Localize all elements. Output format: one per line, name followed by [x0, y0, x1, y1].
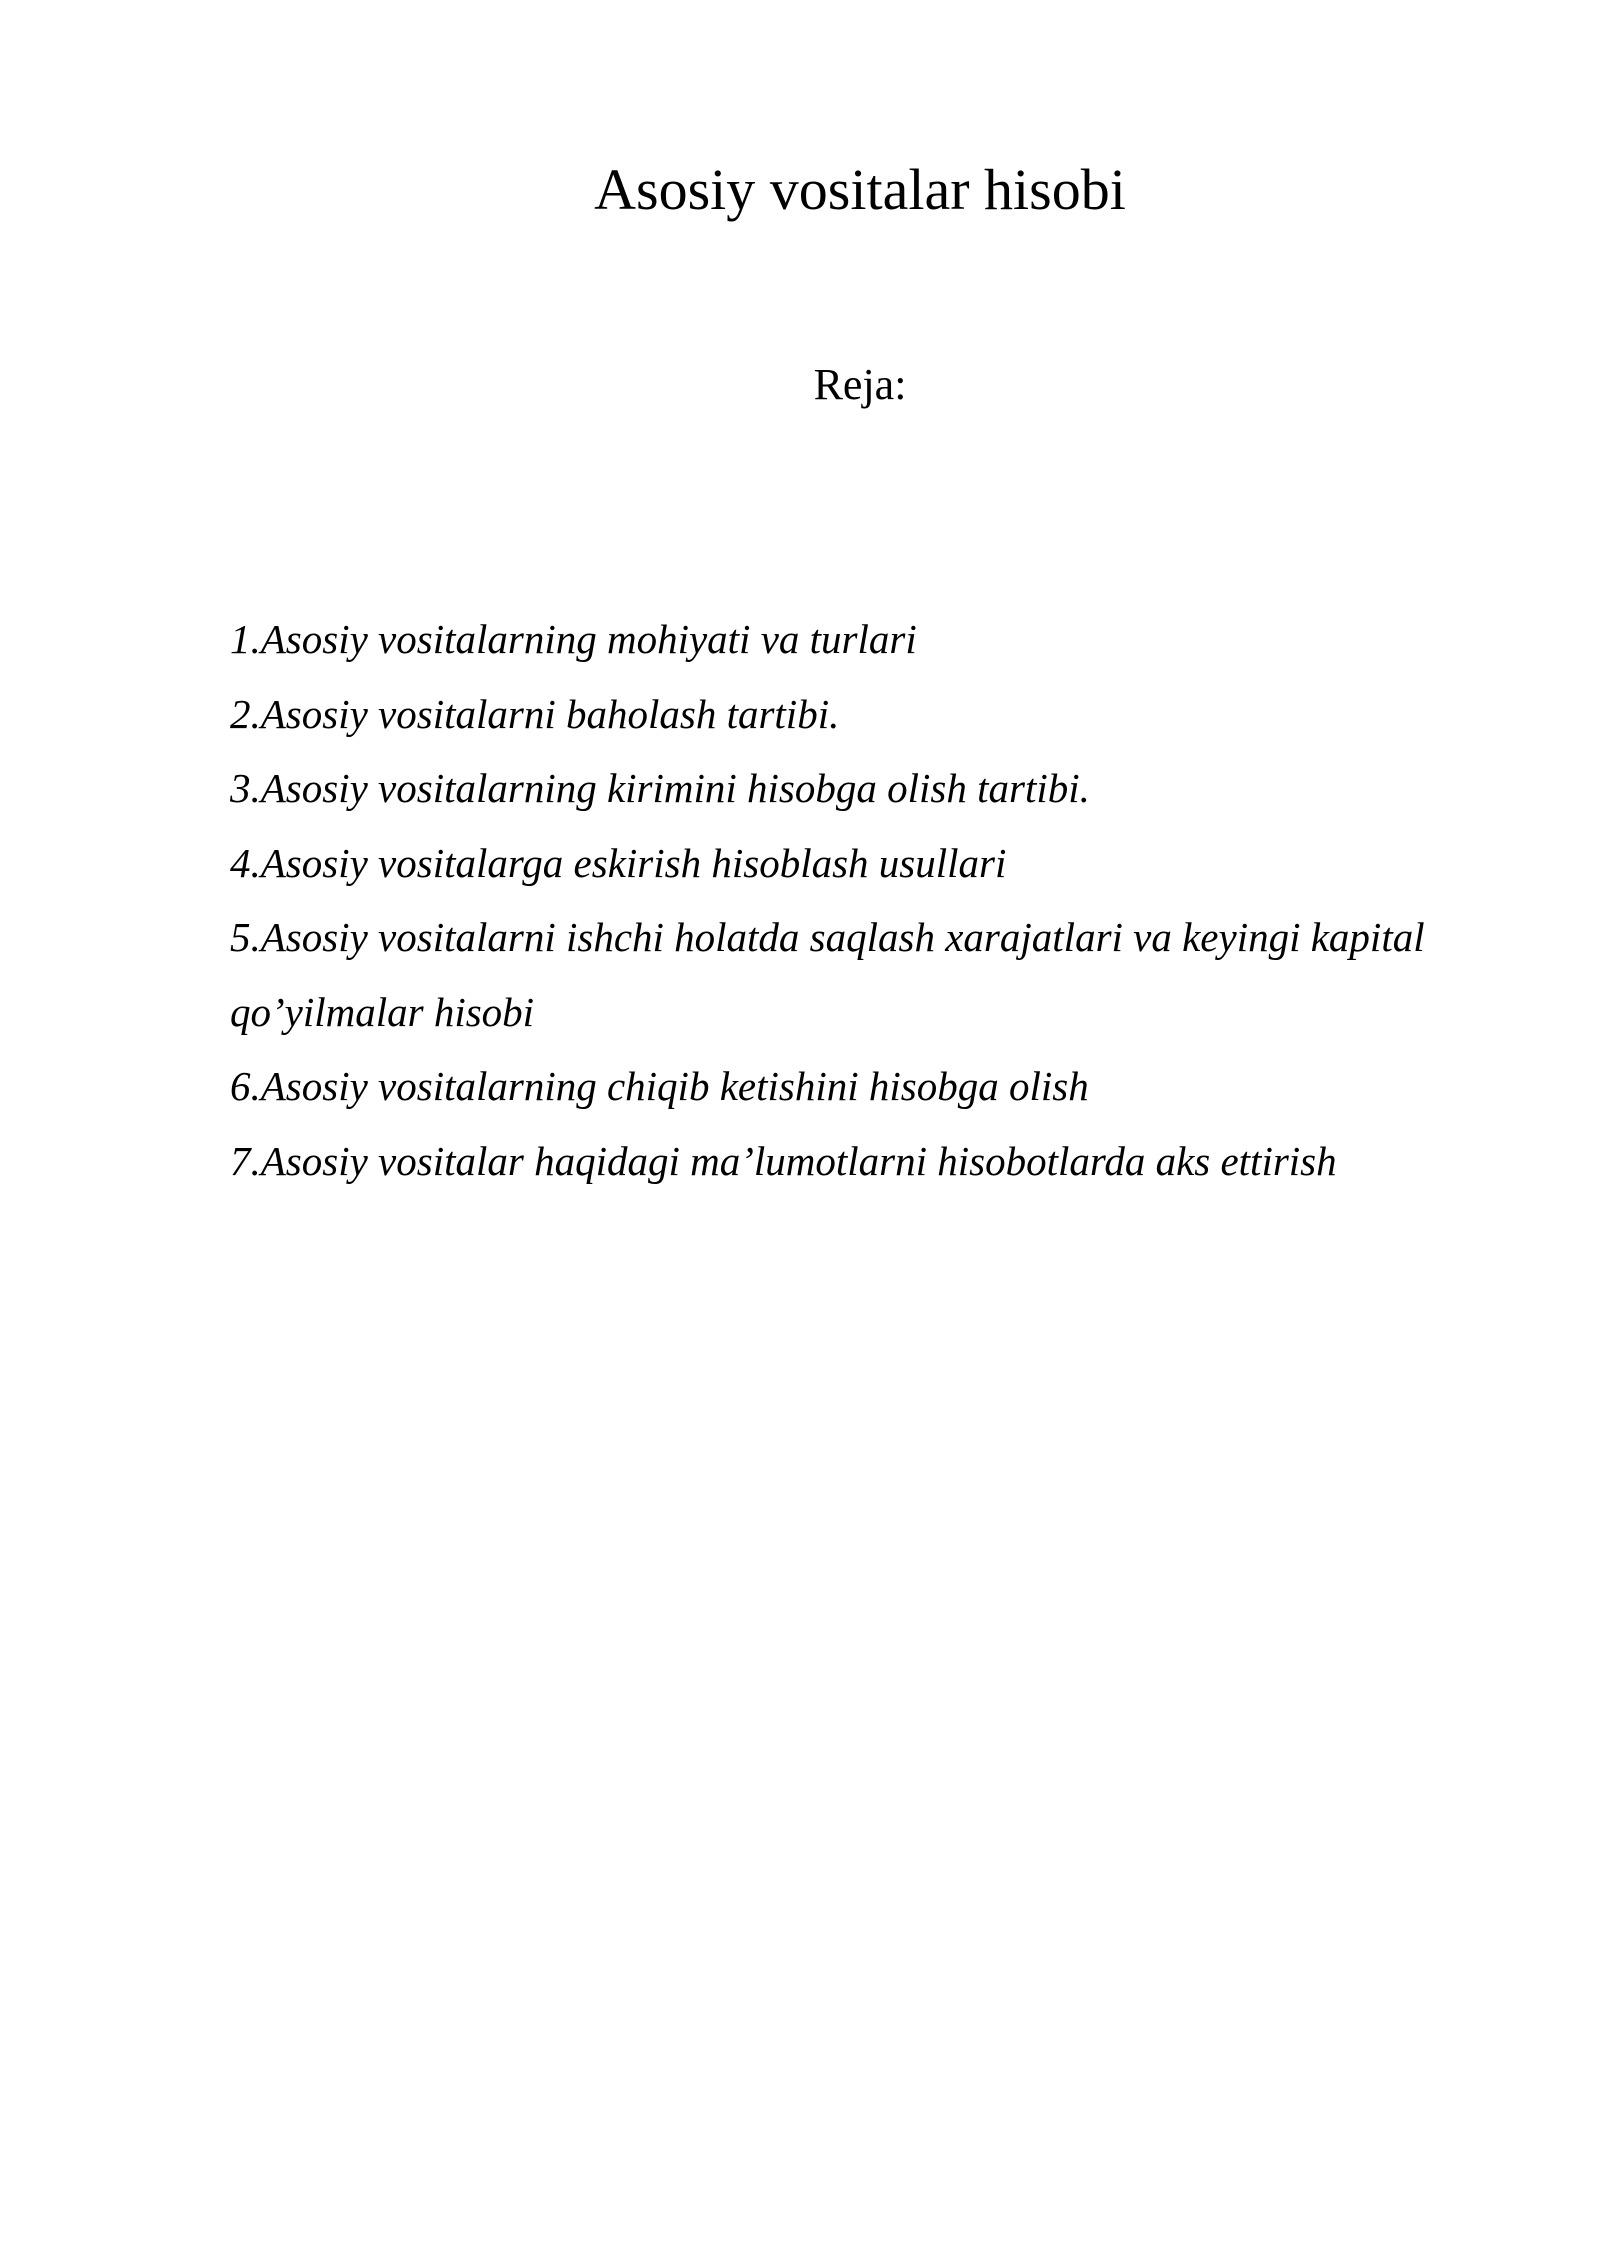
- plan-item: 7.Asosiy vositalar haqidagi ma’lumotlarni hisobotlarda aks ettirish: [230, 1137, 1337, 1184]
- plan-item: 3.Asosiy vositalarning kirimini hisobga olish tartibi.: [230, 765, 1090, 811]
- plan-item: 6.Asosiy vositalarning chiqib ketishini hisobga olish: [230, 1063, 1089, 1109]
- plan-item: 4.Asosiy vositalarga eskirish hisoblash usullari: [230, 839, 1007, 886]
- plan-item: 1.Asosiy vositalarning mohiyati va turlari: [230, 616, 917, 662]
- plan-item: 5.Asosiy vositalarni ishchi holatda saqlash xarajatlari va keyingi kapital qo’yilmalar hisobi: [230, 914, 1425, 1035]
- document-title: Asosiy vositalar hisobi: [594, 157, 1126, 222]
- plan-item: 2.Asosiy vositalarni baholash tartibi.: [230, 690, 840, 737]
- plan-list: [230, 602, 1530, 1198]
- plan-heading: Reja:: [813, 360, 907, 409]
